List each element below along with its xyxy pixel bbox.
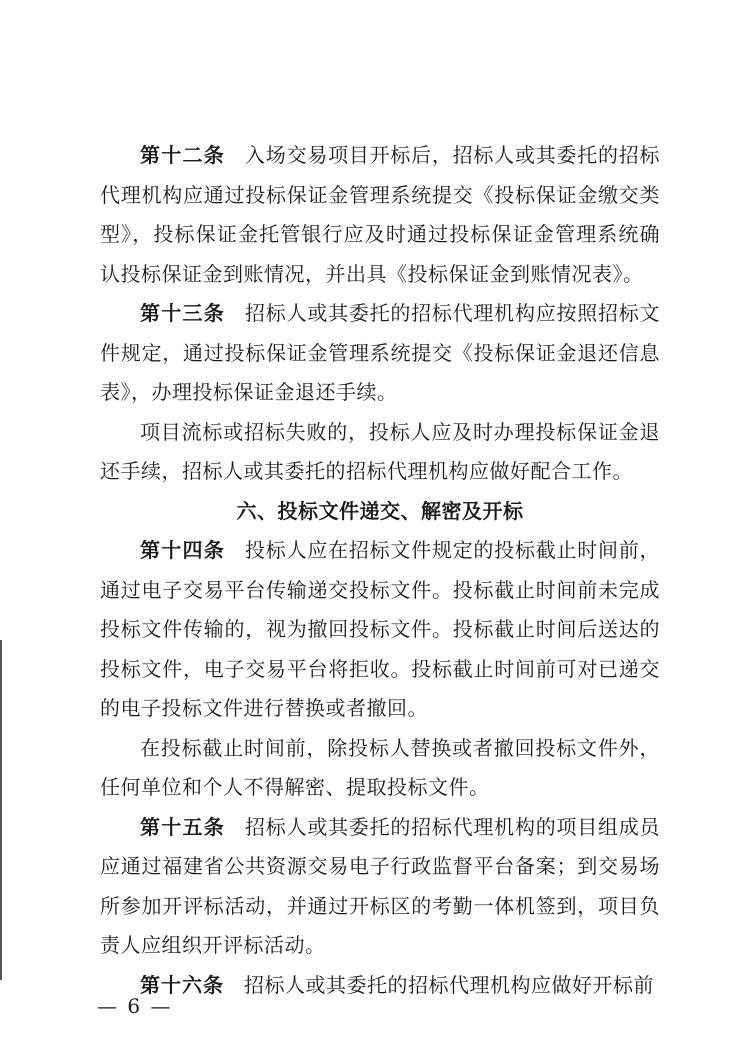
paragraph-text: 招标人或其委托的招标代理机构应做好开标前 — [244, 972, 654, 997]
article-number: 第十六条 — [140, 972, 224, 997]
document-body — [100, 136, 660, 1005]
paragraph-article-14 — [100, 531, 660, 729]
paragraph-article-13 — [100, 294, 660, 413]
page-number: — 6 — — [97, 994, 173, 1018]
paragraph-text: 招标人或其委托的招标代理机构的项目组成员应通过福建省公共资源交易电子行政监督平台备案；到交易场所参加开评标活动，并通过开标区的考勤一体机签到，项目负责人应组织开评标活动。 — [100, 814, 661, 957]
paragraph-article-15 — [100, 808, 660, 966]
paragraph-text: 入场交易项目开标后，招标人或其委托的招标代理机构应通过投标保证金管理系统提交《投标保证金缴交类型》，投标保证金托管银行应及时通过投标保证金管理系统确认投标保证金到账情况，并出具《投标保证金到账情况表》。 — [100, 143, 661, 286]
paragraph-before-deadline — [100, 729, 660, 808]
paragraph-text: 招标人或其委托的招标代理机构应按照招标文件规定，通过投标保证金管理系统提交《投标保证金退还信息表》，办理投标保证金退还手续。 — [100, 301, 661, 404]
paragraph-failed-tender — [100, 413, 660, 492]
paragraph-text: 在投标截止时间前，除投标人替换或者撤回投标文件外，任何单位和个人不得解密、提取投标文件。 — [100, 735, 660, 799]
scan-edge-mark — [0, 640, 2, 980]
article-number: 第十三条 — [140, 301, 226, 325]
paragraph-article-16 — [100, 966, 660, 1006]
article-number: 第十二条 — [140, 143, 226, 167]
paragraph-text: 投标人应在招标文件规定的投标截止时间前，通过电子交易平台传输递交投标文件。投标截止时间前未完成投标文件传输的，视为撤回投标文件。投标截止时间后送达的投标文件，电子交易平台将拒收。投标截止时间前可对已递交的电子投标文件进行替换或者撤回。 — [100, 538, 661, 720]
article-number: 第十五条 — [140, 814, 226, 839]
paragraph-text: 项目流标或招标失败的，投标人应及时办理投标保证金退还手续，招标人或其委托的招标代理机构应做好配合工作。 — [100, 419, 660, 483]
paragraph-article-12 — [100, 136, 660, 294]
article-number: 第十四条 — [140, 538, 226, 562]
section-heading: 六、投标文件递交、解密及开标 — [236, 498, 524, 523]
